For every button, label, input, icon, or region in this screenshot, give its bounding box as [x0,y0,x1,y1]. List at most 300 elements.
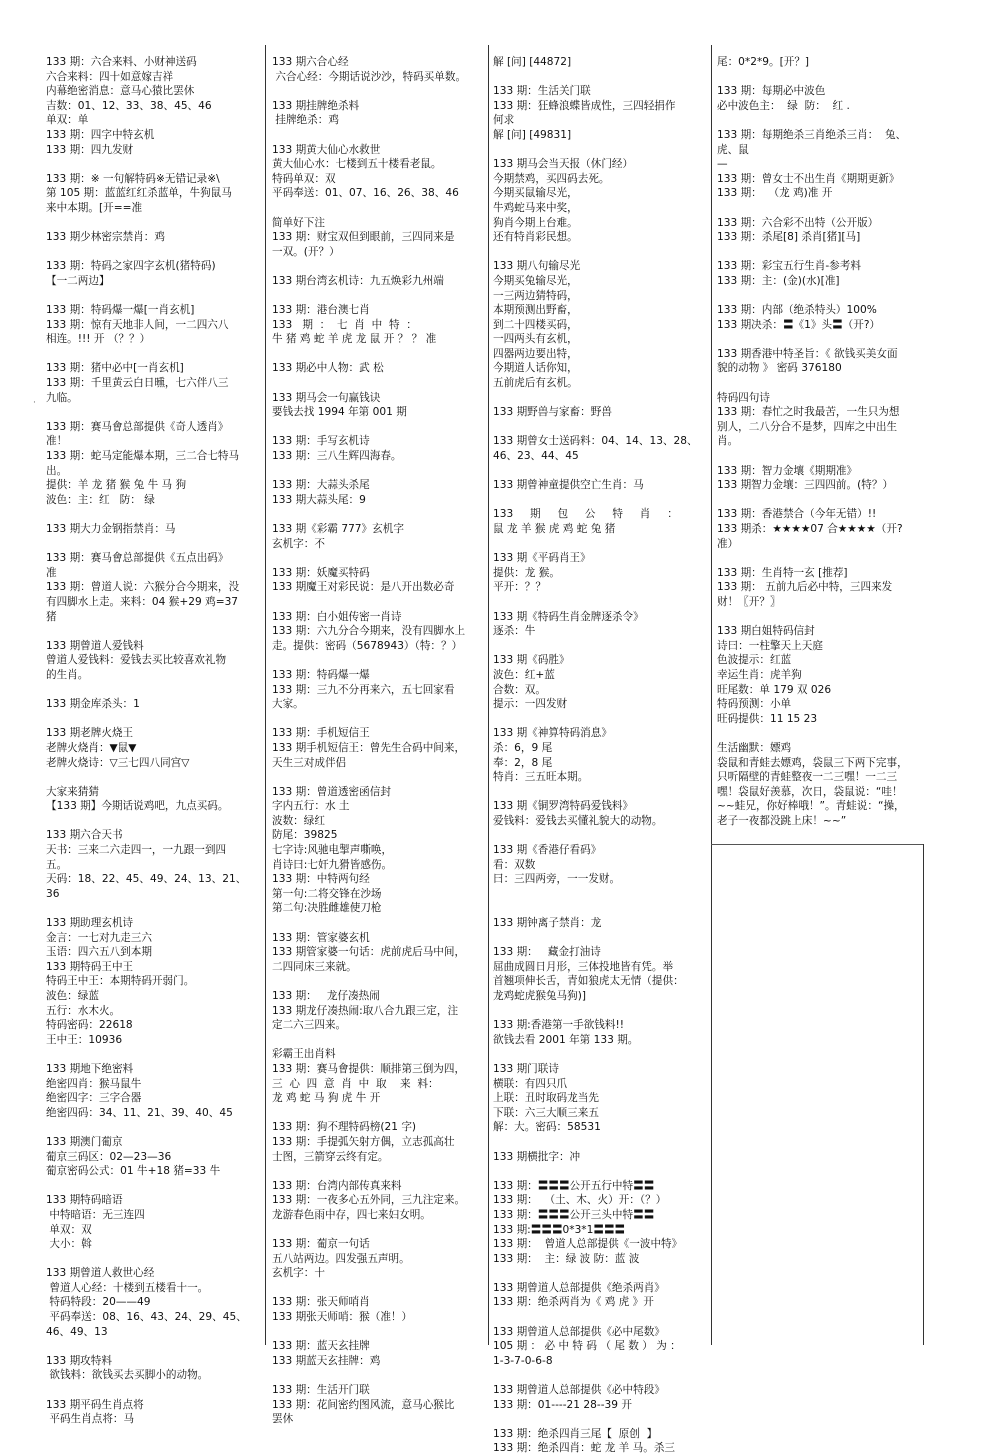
text-line: 提示：一四发财 [493,698,568,711]
text-line: 133 期：主：(金)(水)[准] [717,274,840,287]
text-line: 133 期：内部（绝杀特头）100% [717,304,877,317]
text-line: 六合心经：今期话说沙沙，特码买单数。 [272,70,467,83]
text-line: 横联：有四只爪 [493,1077,568,1090]
text-line: 嘿！袋鼠好羡慕，次日，袋鼠说：“哇！ [717,785,903,798]
text-line [717,551,923,566]
column-4-right-rule [923,844,924,1345]
text-line: 九临。 [46,391,78,404]
text-line: 二四同床三来就。 [272,960,357,973]
text-line: 虎、鼠 [717,143,749,156]
text-line: 133 期决杀：〓《1》头〓（开?） [717,318,881,331]
text-line [272,653,484,668]
text-line [272,347,484,362]
text-line [493,931,705,946]
text-line: 133 期：手机短信王 [272,727,370,740]
text-line: 133 期：千里黄云白日曛，七六伴八三 [46,377,229,390]
text-line: 解：大。密码：58531 [493,1121,601,1134]
text-line [46,1047,258,1062]
text-line: 133 期《彩霸 777》玄机字 [272,523,404,535]
text-line: 别人，二八分合不是梦，四库之中出生 [717,420,898,433]
text-line: 133 期：曾道透密函信封 [272,785,391,798]
text-line [272,770,484,785]
text-line: 1-3-7-0-6-8 [493,1354,553,1367]
text-line: 王中王：10936 [46,1033,123,1046]
text-line [493,537,705,552]
text-line: 133 期：狂蜂浪蝶皆成性，三四轻捐作 [493,99,676,112]
text-line: 133 期：四字中特玄机 [46,128,155,141]
text-line: 【133 期】今期话说鸡吧，九点买码。 [46,800,229,813]
text-line: 曰：三四两旁，一一发财。 [493,873,621,886]
text-line: 肖诗曰:七奸九猾皆感伤。 [272,858,393,871]
text-line: 133 期：三九不分再来六，五七回家看 [272,683,455,696]
text-line: 133 期：台湾内部传真来料 [272,1179,402,1192]
text-line: 133 期：六合来料、小财神送码 [46,56,197,68]
text-line: 今期禁鸡，买四码去死。 [493,172,610,185]
text-line: 133 期管家婆一句话：虎前虎后马中间， [272,946,466,959]
text-line [272,84,484,99]
text-line: 133 期：特码爆一爆[一肖玄机] [46,304,195,317]
text-line [46,245,258,260]
text-line: 四器两边要出特， [493,347,578,360]
text-line: 波色：主：红 防： 绿 [46,493,155,506]
text-line: 第 105 期：蓝蓝红红杀蓝单，牛狗鼠马 [46,187,232,200]
text-line: 平码生肖点将：马 [46,1413,135,1426]
text-line: 到二十四楼买码， [493,318,578,331]
text-line: 玄机字：不 [272,537,325,550]
text-line: 133 期杀：★★★★07 合★★★★（开? [717,523,903,535]
text-line: 今期道人话你知， [493,362,578,375]
text-line: 133 期：猪中必中[一肖玄机] [46,362,184,375]
text-line [272,595,484,610]
text-line [46,405,258,420]
text-line [493,1004,705,1019]
text-line: 提供：羊 龙 猪 猴 兔 牛 马 狗 [46,479,187,492]
text-line [46,1179,258,1194]
text-line: 133 期：01----21 28--39 开 [493,1398,632,1411]
text-line: 财！〖开？〗 [717,595,781,608]
text-line: 波色：红+蓝 [493,668,555,681]
text-line: 牛鸡蛇马来中奖， [493,201,578,214]
text-line: 爱钱料：爱钱去买懂礼貌大的动物。 [493,814,663,827]
text-line: 133 期：绝杀四肖三尾【 原创 】 [493,1427,658,1440]
text-line: 133 期：特码爆一爆 [272,668,370,681]
text-line: 133 期《铜罗湾特码爱钱料》 [493,800,634,813]
text-line: 何求 [493,114,515,127]
text-line: 133 期白姐特码信封 [717,625,815,638]
text-line [493,1047,705,1062]
text-line: 相连。!!! 开 （？？） [46,333,151,346]
text-line: 133 期：惊有天地非人间，一二四六八 [46,318,229,331]
text-line [272,1368,484,1383]
text-line [46,1120,258,1135]
text-line: 133 期曾道人爱钱料 [46,639,144,652]
text-line: 一四两头有玄机， [493,333,578,346]
text-line [46,157,258,172]
text-line: 【一二两边】 [46,274,110,287]
text-line: 提供：龙 猴。 [493,566,560,579]
text-line: 准） [717,537,739,550]
text-line: 133 期大蒜头尾：9 [272,493,366,506]
text-line: 内幕绝密消息：意马心猿比罢休 [46,85,195,98]
text-line: 133 期：杀尾[8] 杀肖[猪][马] [717,231,861,244]
text-line: 36 [46,887,60,900]
text-line: 天码：18、22、45、49、24、13、21、 [46,873,247,886]
text-line [272,201,484,216]
text-line: 解 [问] [49831] [493,128,572,141]
text-line: 133 期：葡京一句话 [272,1238,370,1251]
text-line: 133 期： （土、木、火）开：（？） [493,1194,667,1207]
text-line: 133 期八句输尽光 [493,260,581,273]
text-line: 三 心 四 意 肖 中 取 来 料： [272,1077,439,1090]
text-line: 彩霸王出肖料 [272,1048,336,1061]
text-column-1 [46,55,258,1426]
text-line: 133 期：管家婆玄机 [272,931,370,944]
text-line: 只听隔壁的青蛙整夜一二三嘿！一二三 [717,771,898,784]
text-line [46,814,258,829]
text-line: 133 期手机短信王：曾先生合码中间来， [272,741,466,754]
text-line: 133 期： 五前九后必中特，三四来发 [717,581,893,594]
text-line: 特肖：三五旺本期。 [493,771,589,784]
text-line: 老子一夜都没跳上床！~~” [717,814,847,827]
text-line: 袋鼠和青蛙去嫖鸡，袋鼠三下两下完事， [717,756,908,769]
text-line [493,493,705,508]
text-line: 133 期：绝杀两肖为《 鸡 虎 》开 [493,1296,654,1309]
text-line: 133 期曾道人总部提供《必中特段》 [493,1384,665,1397]
text-line [493,1164,705,1179]
text-line [46,537,258,552]
text-line: 133 期曾神童提供空亡生肖：马 [493,479,644,492]
text-line: 七字诗:风驰电掣声嘶唤， [272,844,393,857]
text-line: 133 期黄大仙心水救世 [272,143,381,156]
text-line: 看：双数 [493,858,536,871]
text-column-3 [493,55,705,1455]
text-line: 六合来料：四十如意嫁吉祥 [46,70,174,83]
text-line: 133 期地下绝密料 [46,1062,134,1075]
text-line: 字内五行：水 土 [272,800,350,813]
text-line: 133 期：三八生辉四海春。 [272,450,402,463]
text-line: 中特暗语：无三连四 [46,1208,145,1221]
text-line: 合数：双。 [493,683,546,696]
text-line: 的生肖。 [46,668,89,681]
text-line: 133 期横批字：冲 [493,1150,581,1163]
text-line: 士图，三箭穿云终有定。 [272,1150,389,1163]
text-line [493,143,705,158]
text-line: 133 期：〓〓〓公开三头中特〓〓 [493,1208,655,1221]
text-line: 133 期钟离子禁肖：龙 [493,917,602,930]
text-line: 133 期门联诗 [493,1062,559,1075]
text-line: 第二句:决胜雌雄使刀枪 [272,902,382,915]
text-line [46,683,258,698]
text-line [493,1310,705,1325]
text-line: 46、49、13 [46,1325,108,1338]
text-line: 大家。 [272,698,304,711]
text-line: 133 期:香港第一手欲钱料!! [493,1019,624,1032]
text-line: 133 期蓝天玄挂牌：鸡 [272,1354,381,1367]
text-line: 玄机字：十 [272,1267,325,1280]
text-line: 平开：？？ [493,581,546,594]
text-line: 133 期曾道人救世心经 [46,1267,155,1280]
text-line: 133 期：赛马會总部提供《奇人透肖》 [46,420,229,433]
text-line: 133 期《特码生肖金牌逐杀令》 [493,610,644,623]
text-line: 133 期台湾玄机诗：九五焕彩九州端 [272,274,444,287]
text-line: 龙 鸡 蛇 马 狗 虎 牛 开 [272,1092,381,1105]
text-line: 欲钱去看 2001 年第 133 期。 [493,1033,639,1046]
text-line: 133 期 ： 七 肖 中 特 ： [272,318,417,331]
text-line: 133 期： 藏金打油诗 [493,946,601,959]
text-line: 133 期香港中特圣旨：《 欲钱买美女面 [717,347,898,360]
text-line [272,1033,484,1048]
text-line [717,610,923,625]
text-line [717,245,923,260]
text-line [272,128,484,143]
text-line: 133 期大力金钢指禁肖：马 [46,523,176,535]
text-line: 波色：绿蓝 [46,990,99,1002]
text-column-4 [717,55,923,845]
text-line: 要钱去找 1994 年第 001 期 [272,406,407,419]
text-line: 133 期： （龙 鸡)准 开 [717,187,833,200]
text-line: 简单好下注 [272,216,325,229]
text-line [493,639,705,654]
text-line [493,1412,705,1427]
text-line: 133 期野兽与家畜：野兽 [493,406,612,419]
text-line [272,1106,484,1121]
text-line [272,974,484,989]
text-line: 133 期六合天书 [46,829,123,842]
text-line [493,828,705,843]
text-line: 133 期：六九分合今期来，没有四脚水上 [272,625,466,638]
text-line: 133 期张天师哨：猴（准！） [272,1311,413,1324]
text-line: 旺尾数：单 179 双 026 [717,683,832,696]
text-line: 133 期：特码之家四字玄机(猪特码) [46,260,216,273]
text-line: 133 期：手写玄机诗 [272,435,370,448]
text-line: 猪 [46,610,57,623]
text-line: 五。 [46,858,68,871]
text-line [46,901,258,916]
text-line: 五八站两边。四发强五声明。 [272,1252,410,1265]
text-line [717,332,923,347]
text-line: 特码单双：双 [272,172,336,185]
text-line: 133 期马会一句赢钱诀 [272,391,381,404]
text-line: 133 期澳门葡京 [46,1135,123,1148]
text-line [493,785,705,800]
text-line: 133 期攻特料 [46,1354,112,1367]
text-line: 色波提示：红蓝 [717,654,792,667]
text-line [46,289,258,304]
text-line: 133 期：曾女士不出生肖《期期更新》 [717,172,900,185]
text-line [272,376,484,391]
text-line [493,464,705,479]
text-line: 133 期金库杀头：1 [46,698,140,711]
text-line [493,595,705,610]
text-line: 今期买兔输尽光， [493,274,578,287]
text-line: 狗肖今期上台难。 [493,216,578,229]
text-line: 一双。(开？） [272,245,340,258]
text-line [272,916,484,931]
text-line: 葡京密码公式：01 牛+18 猪=33 牛 [46,1165,221,1178]
text-line: 133 期： 主：绿 波 防：蓝 波 [493,1252,640,1265]
text-line: 金言：一七对九走三六 [46,931,152,944]
text-line [493,1368,705,1383]
text-line: 单双：双 [46,1223,92,1236]
text-line: 133 期平码生肖点将 [46,1398,144,1411]
text-line: 133 期：香港禁合（今年无错）!! [717,508,877,521]
text-line [46,1252,258,1267]
text-line: 133 期《平码肖王》 [493,552,591,565]
text-line: 133 期曾道人总部提供《必中尾数》 [493,1325,665,1338]
text-line: 走。提供：密码（5678943）（特：？） [272,639,463,652]
text-line [272,1325,484,1340]
text-line [272,712,484,727]
text-line: 133 期：赛马會总部提供《五点出码》 [46,552,229,565]
text-line: 逐杀：牛 [493,625,536,638]
text-line: 133 期挂牌绝杀料 [272,99,360,112]
text-line [46,216,258,231]
text-line [493,887,705,902]
text-line: 133 期：妖魔买特码 [272,566,370,579]
text-line: 龙游春色雨中存，四七来妇女明。 [272,1208,431,1221]
text-line: 133 期 包 公 特 肖 ： [493,508,678,521]
text-line: 本期预测出野畜， [493,304,578,317]
text-line: 幸运生肖：虎羊狗 [717,668,802,681]
text-line [272,1164,484,1179]
text-line: 单双：单 [46,114,89,127]
text-line: 133 期：一夜多心五外同，三九注定来。 [272,1194,466,1207]
text-line [493,901,705,916]
text-line: 老牌火烧诗：▽三七四八同宫▽ [46,756,190,769]
text-line [272,259,484,274]
text-line: 罢休 [272,1413,294,1426]
text-line: 133 期：四九发财 [46,143,134,156]
text-line: 133 期：中特两句经 [272,873,370,886]
text-line: 特码四句诗 [717,391,770,404]
text-line: 奉：2，8 尾 [493,756,553,769]
text-line: 平码奉送：01、07、16、26、38、46 [272,187,459,200]
text-line: 定二六三四来。 [272,1019,347,1032]
text-line: 133 期《码胜》 [493,654,570,667]
text-line [46,1339,258,1354]
text-line: 133 期： 曾道人总部提供《一波中特》 [493,1238,683,1251]
text-line: 屈曲成圆日月形，三体投地皆有凭。举 [493,960,674,973]
text-line [272,289,484,304]
text-line [46,624,258,639]
text-line: 曾道人心经：十楼到五楼看十一。 [46,1281,209,1294]
text-line [46,347,258,362]
text-column-2 [272,55,484,1426]
text-line: 绝密四字：三字合器 [46,1092,142,1105]
text-line: 特码预测：小单 [717,698,792,711]
text-line: 133 期：大蒜头杀尾 [272,479,370,492]
text-line: 貌的动物 》 密码 376180 [717,362,842,375]
text-line: — [717,158,728,171]
text-line [493,70,705,85]
text-line [493,391,705,406]
text-line: 大家来猜猜 [46,785,99,798]
text-line: 133 期：生活关门联 [493,85,591,98]
text-line [493,420,705,435]
text-line: 吉数：01、12、33、38、45、46 [46,99,212,112]
text-line: 105 期 ： 必 中 特 码 （ 尾 数 ） 为 ： [493,1340,681,1353]
text-line: 133 期：每期必中波色 [717,85,826,98]
text-line: 来中本期。[开==准 [46,201,143,214]
text-line: 特码密码：22618 [46,1019,133,1032]
text-line: 133 期：张天师哨肖 [272,1296,370,1309]
text-line: 133 期必中人物：武 松 [272,362,384,375]
text-line: 天书：三来二六走四一，一九跟一到四 [46,844,227,857]
text-line [717,70,923,85]
text-line [272,1223,484,1238]
text-line: 准！ [46,435,68,448]
text-line: 133 期特码王中王 [46,960,134,973]
text-line: 首翘项伸长舌，青如狼虎太无情（提供： [493,975,684,988]
text-line: 一三两边猜特码， [493,289,578,302]
text-line [493,1266,705,1281]
text-line: 46、23、44、45 [493,450,579,463]
text-line: 上联：丑时取码龙当先 [493,1092,599,1105]
text-line: 133 期《神算特码消息》 [493,727,612,740]
text-line [717,113,923,128]
text-line: 133 期：财宝双但到眼前，三四同来是 [272,231,455,244]
text-line: 生活幽默：嫖鸡 [717,741,792,754]
text-line: 今期买鼠输尽光， [493,187,578,200]
text-line: 133 期助理玄机诗 [46,917,134,930]
text-line: 杀：6，9 尾 [493,741,553,754]
text-line: 133 期：曾道人说：六猴分合今期来，没 [46,581,240,594]
text-line: 准 [46,566,57,579]
text-line [493,245,705,260]
text-line: 肖。 [717,435,739,448]
text-line: 133 期龙仔凑热闹:取八合九跟三定，注 [272,1004,459,1017]
text-line: 133 期：智力金壤《期期准》 [717,464,858,477]
text-line: 133 期：手提弧矢射方偶，立志孤高壮 [272,1135,455,1148]
text-line: 133 期曾女士送码料：04、14、13、28、 [493,435,698,448]
text-line: 133 期：花间密约图风流，意马心猴比 [272,1398,455,1411]
text-line: 五行：水木火。 [46,1004,121,1017]
text-line: 尾：0*2*9。[开？] [717,56,810,68]
text-line: 133 期老牌火烧王 [46,727,134,740]
text-line: 第一句:二将交锋在沙场 [272,887,382,900]
text-line: 133 期：蛇马定能爆本期，三二合七特马 [46,450,240,463]
text-line [46,712,258,727]
text-line: ~~蛙兄，你好棒哦！”。青蛙说：“操， [717,800,905,813]
text-line [272,420,484,435]
text-line [272,464,484,479]
text-line: 133 期：春忙之时我最苦，一生只为想 [717,406,900,419]
text-line [717,726,923,741]
text-line: 欲钱料：欲钱买去买脚小的动物。 [46,1369,209,1382]
text-line: 133 期：狗不理特码榜(21 字) [272,1121,417,1134]
column-divider-1 [265,45,266,1345]
text-line: 龙鸡蛇虎猴兔马狗)] [493,990,587,1002]
text-line: 曾道人爱钱料：爱钱去买比较喜欢礼物 [46,654,227,667]
text-line: 133 期：※ 一句解特码※无错记录※\ [46,172,220,185]
text-line: 133 期：赛马會提供：顺排第三倒为四， [272,1062,466,1075]
text-line: 133 期：港台澳七肖 [272,304,370,317]
text-line: 133 期：生活开门联 [272,1384,370,1397]
text-line [717,493,923,508]
text-line: 特码特段：20——49 [46,1296,151,1309]
column-divider-3 [711,45,712,1345]
column-divider-2 [488,45,489,1345]
text-line: 133 期智力金壤：三四四前。(特？） [717,479,894,492]
text-line: 有四脚水上走。来料：04 猴+29 鸡=37 [46,595,239,608]
text-line: 133 期《香港仔看码》 [493,844,602,857]
text-line: 133 期：绝杀四肖：蛇 龙 羊 马。杀三 [493,1442,676,1455]
text-line: 天生三对成伴侣 [272,756,347,769]
text-line: 鼠 龙 羊 猴 虎 鸡 蛇 兔 猪 [493,523,616,535]
text-line: 必中波色主： 绿 防： 红 . [717,99,850,112]
text-line [46,770,258,785]
text-line: 平码奉送：08、16、43、24、29、45、 [46,1311,247,1324]
